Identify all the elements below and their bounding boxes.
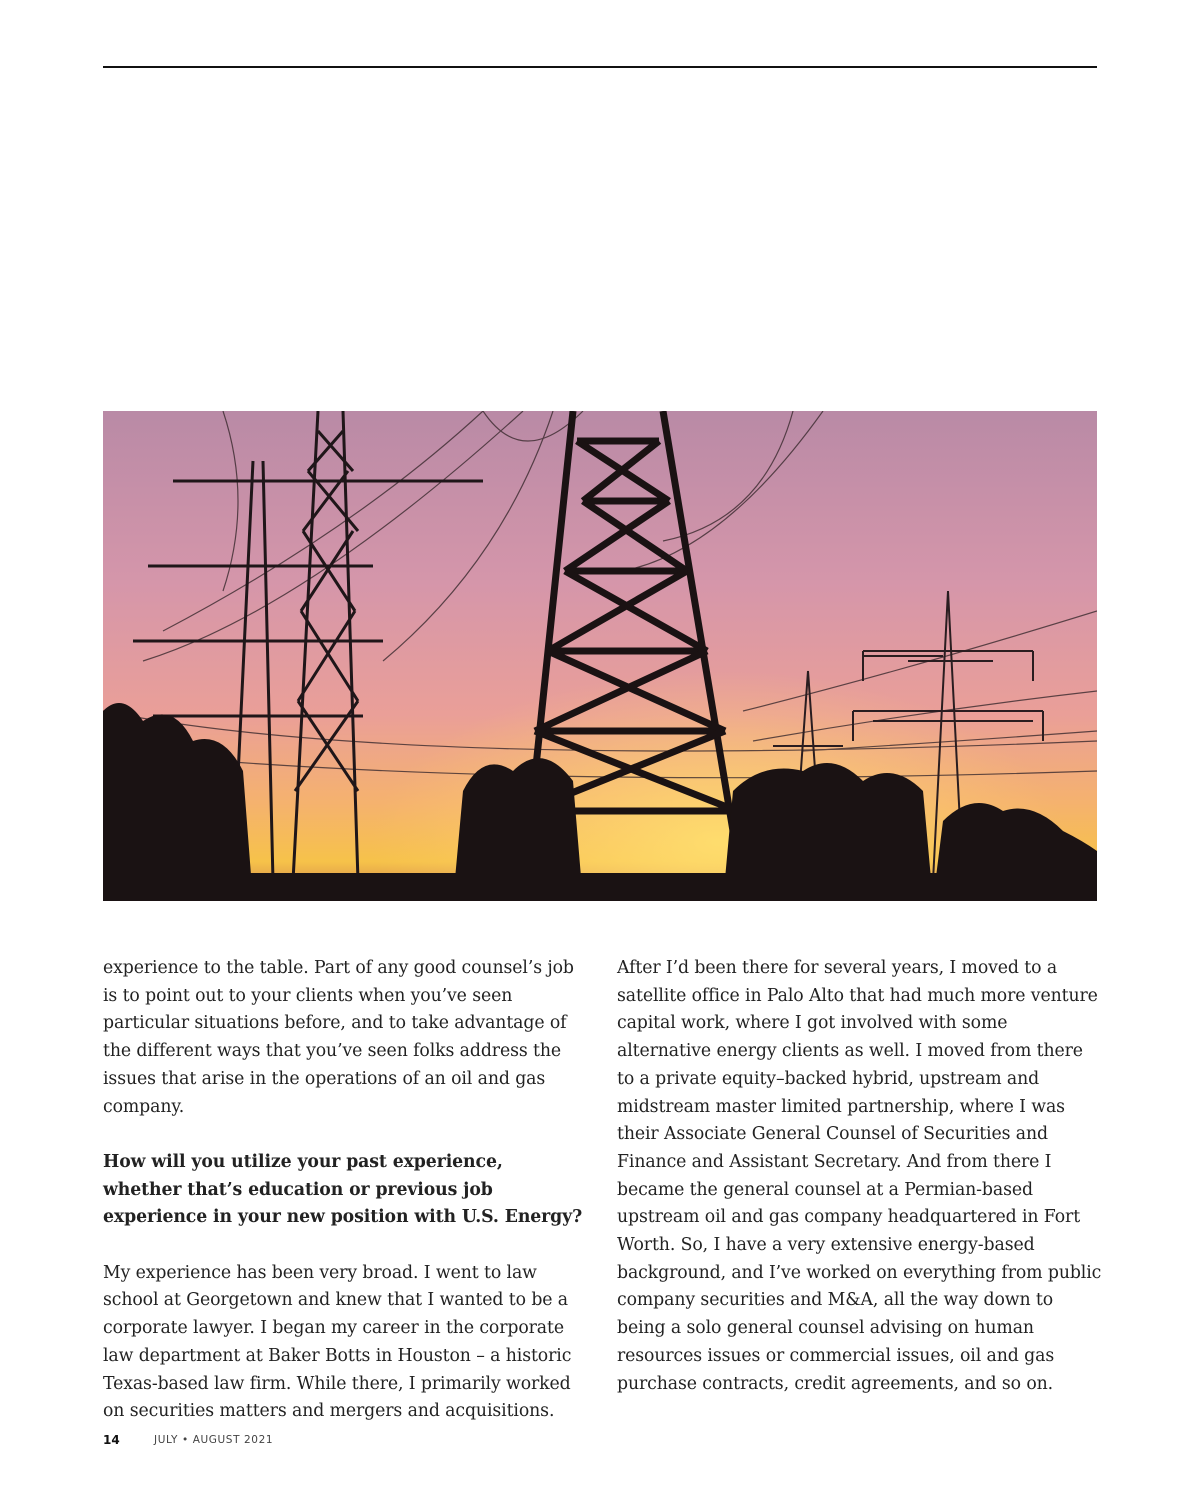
paragraph: My experience has been very broad. I went to law school at Georgetown and knew that I wanted to be a corporate lawyer. I began my career in the corporate law department at Baker Botts in Houston – a historic Texas-based law firm. While there, I primarily worked on securities matters and mergers and acquisitions. <box>103 1262 572 1422</box>
photo-illustration <box>103 411 1097 901</box>
paragraph: experience to the table. Part of any good counsel’s job is to point out to your clients when you’ve seen particular situations before, and to take advantage of the different ways that you’ve seen folks address the issues that arise in the operations of an oil and gas company. <box>103 958 574 1117</box>
paragraph: After I’d been there for several years, I moved to a satellite office in Palo Alto that had much more venture capital work, where I got involved with some alternative energy clients as well. I moved from there to a private equity–backed hybrid, upstream and midstream master limited partnership, where I was their Associate General Counsel of Securities and Finance and Assistant Secretary. And from there I became the general counsel at a Permian-based upstream oil and gas company headquartered in Fort Worth. So, I have a very extensive energy-based background, and I’ve worked on everything from public company securities and M&A, all the way down to being a solo general counsel advising on human resources issues or commercial issues, oil and gas purchase contracts, credit agreements, and so on. <box>617 958 1102 1394</box>
page-number: 14 <box>103 1433 120 1447</box>
power-lines-sunset-photo <box>103 411 1097 901</box>
article-left-column <box>103 955 583 1454</box>
interview-question: How will you utilize your past experience, whether that’s education or previous job experience in your new position with U.S. Energy? <box>103 1151 583 1228</box>
top-rule <box>103 66 1097 68</box>
article-right-column <box>617 955 1102 1426</box>
issue-date: JULY • AUGUST 2021 <box>154 1434 274 1446</box>
